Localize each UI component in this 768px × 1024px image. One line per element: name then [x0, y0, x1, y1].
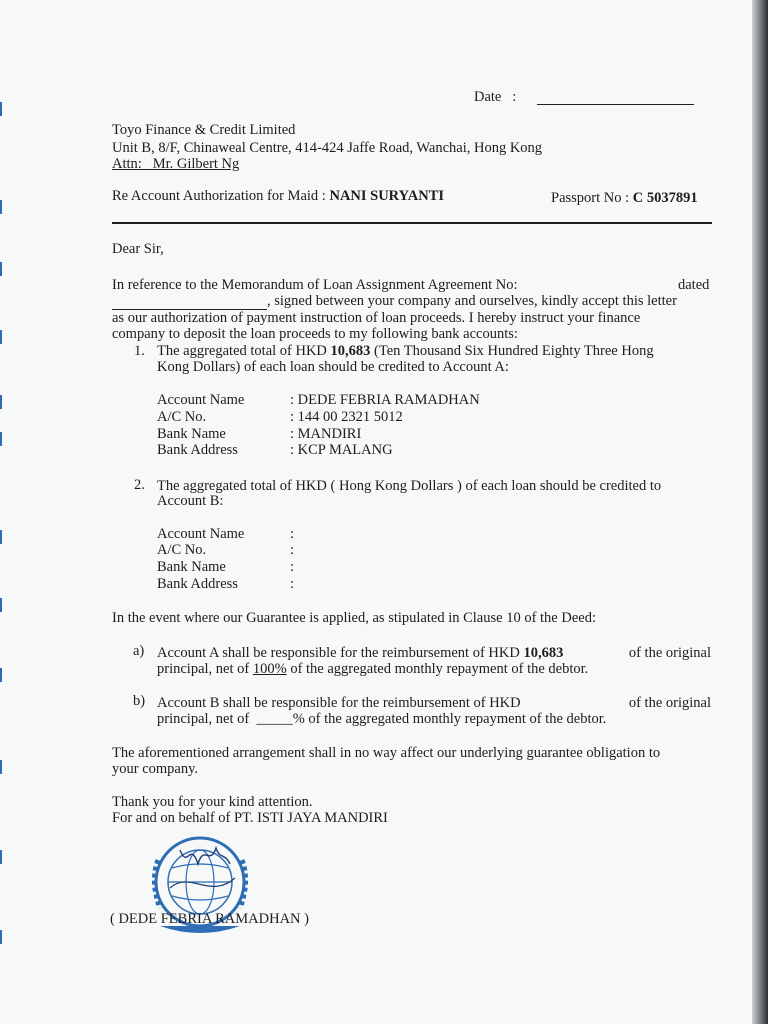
intro-line-2: , signed between your company and ourselves, kindly accept this letter: [112, 293, 677, 310]
account-a-label: Bank Address: [157, 442, 238, 458]
account-a-label: A/C No.: [157, 409, 207, 425]
addressee-company: Toyo Finance & Credit Limited: [112, 122, 296, 138]
account-a-value: : 144 00 2321 5012: [290, 409, 403, 425]
account-a-value: : KCP MALANG: [290, 442, 393, 458]
clause-b-label: b): [133, 693, 146, 709]
item-2-line-1: The aggregated total of HKD ( Hong Kong Dollars ) of each loan should be credited to: [157, 478, 662, 494]
item-2-number: 2.: [134, 477, 145, 493]
salutation: Dear Sir,: [112, 241, 164, 257]
item-1-line-2: Kong Dollars) of each loan should be credited to Account A:: [157, 359, 509, 375]
account-b-value: :: [290, 576, 295, 592]
clause-a-line-1: Account A shall be responsible for the reimbursement of HKD 10,683 of the original: [157, 645, 711, 661]
company-stamp-icon: [140, 830, 260, 945]
closing-line-2: your company.: [112, 761, 199, 777]
signatory-name: ( DEDE FEBRIA RAMADHAN ): [110, 911, 309, 927]
thanks-line: Thank you for your kind attention.: [112, 794, 313, 810]
clause-b-line-1: Account B shall be responsible for the reimbursement of HKD of the original: [157, 695, 711, 711]
item-1-amount: 10,683: [330, 343, 371, 359]
scanner-edge: [752, 0, 768, 1024]
account-b-value: :: [290, 542, 295, 558]
account-b-label: Bank Address: [157, 576, 238, 592]
date-blank: [537, 104, 694, 105]
account-b-label: A/C No.: [157, 542, 207, 558]
clause-a-percent: 100%: [252, 661, 287, 677]
item-1-line-1: The aggregated total of HKD 10,683 (Ten Thousand Six Hundred Eighty Three Hong: [157, 343, 654, 359]
guarantee-intro: In the event where our Guarantee is applied, as stipulated in Clause 10 of the Deed:: [112, 610, 596, 626]
clause-a-label: a): [133, 643, 145, 659]
account-b-label: Account Name: [157, 526, 245, 542]
item-2-line-2: Account B:: [157, 493, 224, 509]
intro-line-1: In reference to the Memorandum of Loan Assignment Agreement No: dated: [112, 277, 710, 293]
maid-name: NANI SURYANTI: [329, 188, 445, 204]
closing-line-1: The aforementioned arrangement shall in no way affect our underlying guarantee obligation to: [112, 745, 661, 761]
subject-line: Re Account Authorization for Maid : NANI SURYANTI: [112, 188, 445, 204]
account-b-value: :: [290, 526, 295, 542]
clause-a-amount: 10,683: [523, 645, 564, 661]
behalf-line: For and on behalf of PT. ISTI JAYA MANDIRI: [112, 810, 388, 826]
addressee-address: Unit B, 8/F, Chinaweal Centre, 414-424 Jaffe Road, Wanchai, Hong Kong: [112, 140, 543, 156]
date-blank-2: [112, 293, 267, 310]
account-a-value: : DEDE FEBRIA RAMADHAN: [290, 392, 480, 408]
header-divider: [112, 222, 712, 224]
clause-b-line-2: principal, net of _____% of the aggregated monthly repayment of the debtor.: [157, 711, 607, 727]
date-label: Date :: [474, 89, 517, 105]
account-b-label: Bank Name: [157, 559, 226, 575]
passport-number: C 5037891: [632, 190, 698, 206]
account-a-value: : MANDIRI: [290, 426, 362, 442]
account-a-label: Account Name: [157, 392, 245, 408]
account-a-label: Bank Name: [157, 426, 226, 442]
intro-line-3: as our authorization of payment instruction of loan proceeds. I hereby instruct your finance: [112, 310, 641, 326]
clause-b-blank: _____: [256, 711, 293, 727]
addressee-attn: Attn: Mr. Gilbert Ng: [112, 156, 240, 172]
intro-line-4: company to deposit the loan proceeds to my following bank accounts:: [112, 326, 518, 342]
account-b-value: :: [290, 559, 295, 575]
item-1-number: 1.: [134, 343, 145, 359]
passport-line: Passport No : C 5037891: [551, 190, 698, 206]
margin-marks: [0, 0, 3, 1024]
clause-a-line-2: principal, net of 100% of the aggregated monthly repayment of the debtor.: [157, 661, 589, 677]
